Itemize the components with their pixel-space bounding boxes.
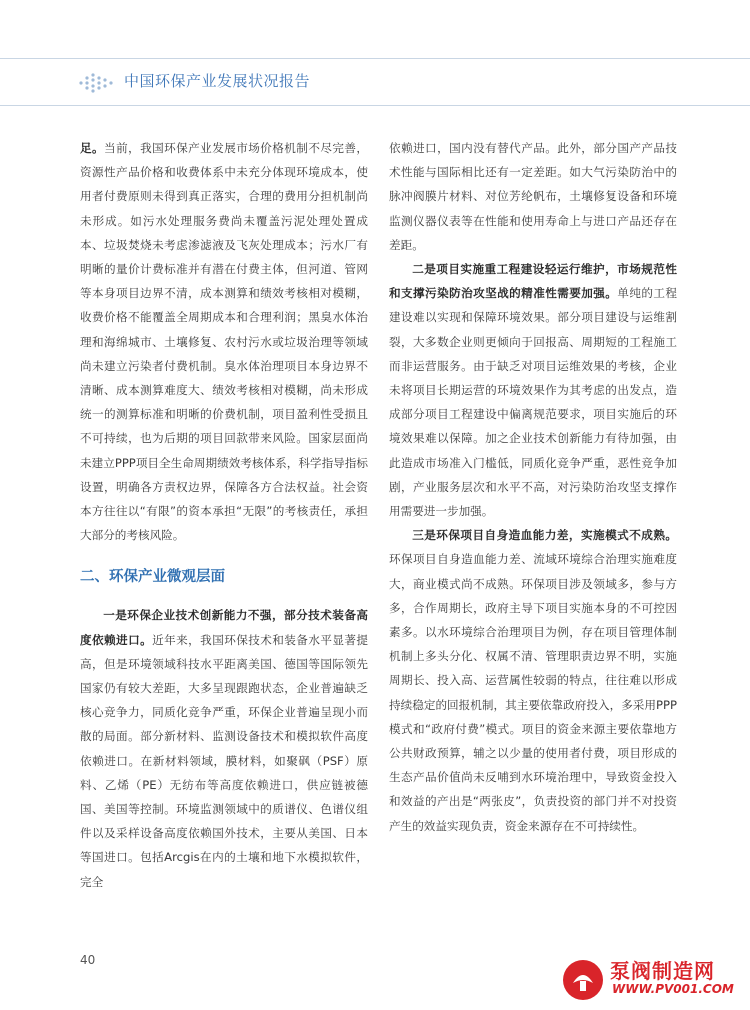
site-watermark bbox=[560, 955, 745, 1005]
paragraph-text: 近年来，我国环保技术和装备水平显著提高，但是环境领域科技水平距离美国、德国等国际领先国家仍有较大差距，大多呈现跟跑状态，企业普遍缺乏核心竞争力，同质化竞争严重，环保企业普遍呈现小而散的局面。部分新材料、监测设备技术和模拟软件高度依赖进口。在新材料领域，膜材料，如聚砜（PSF）原料、乙烯（PE）无纺布等高度依赖进口，供应链被德国、美国等控制。环境监测领域中的质谱仪、色谱仪组件以及采样设备高度依赖国外技术，主要从美国、日本等国进口。包括Arcgis在内的土壤和地下水模拟软件，完全 bbox=[80, 632, 368, 889]
paragraph-text: 当前，我国环保产业发展市场价格机制不尽完善，资源性产品价格和收费体系中未充分体现环境成本，使用者付费原则未得到真正落实，合理的费用分担机制尚未形成。如污水处理服务费尚未覆盖污泥处理处置成本、垃圾焚烧未考虑渗滤液及飞灰处理成本；污水厂有明晰的量价计费标准并有潜在付费主体，但河道、管网等本身项目边界不清，成本测算和绩效考核相对模糊，收费价格不能覆盖全周期成本和合理利润；黑臭水体治理和海绵城市、土壤修复、农村污水或垃圾治理等领域尚未建立污染者付费机制。臭水体治理项目本身边界不清晰、成本测算难度大、绩效考核相对模糊，尚未形成统一的测算标准和明晰的价费机制，项目盈利性受损且不可持续，也为后期的项目回款带来风险。国家层面尚未建立PPP项目全生命周期绩效考核体系，科学指导指标设置，明确各方责权边界，保障各方合法权益。社会资本方往往以“有限”的资本承担“无限”的考核责任，承担大部分的考核风险。 bbox=[80, 141, 368, 543]
page-number: 40 bbox=[80, 953, 96, 967]
section-heading: 二、环保产业微观层面 bbox=[80, 569, 225, 586]
watermark-site-name: 泵阀制造网 bbox=[610, 959, 715, 983]
watermark-logo-icon bbox=[560, 957, 606, 1003]
section-paragraph bbox=[80, 603, 368, 893]
paragraph-lead: 一是环保企业技术创新能力不强，部分技术装备高度依赖进口。 bbox=[80, 608, 368, 647]
left-paragraph bbox=[80, 136, 368, 547]
paragraph-text: 单纯的工程建设难以实现和保障环境效果。部分项目建设与运维割裂，大多数企业则更倾向于回报高、周期短的工程施工而非运营服务。由于缺乏对项目运维效果的考核，企业未将项目长期运营的环境效果作为其考虑的出发点，造成部分项目工程建设中偏离规范要求，项目实施后的环境效果难以保障。加之企业技术创新能力有待加强，由此造成市场准入门槛低，同质化竞争严重，恶性竞争加剧，产业服务层次和水平不高，对污染防治攻坚支撑作用需要进一步加强。 bbox=[389, 286, 677, 519]
right-paragraph-2 bbox=[389, 257, 677, 523]
right-column bbox=[389, 136, 677, 838]
page-header bbox=[0, 58, 750, 106]
paragraph-text: 依赖进口，国内没有替代产品。此外，部分国产产品技术性能与国际相比还有一定差距。如大气污染防治中的脉冲阀膜片材料、对位芳纶帆布，土壤修复设备和环境监测仪器仪表等在性能和使用寿命上与进口产品还存在差距。 bbox=[389, 141, 677, 252]
left-column bbox=[80, 136, 368, 894]
dot-grid-logo-icon bbox=[78, 72, 118, 94]
paragraph-lead: 二是项目实施重工程建设轻运行维护，市场规范性和支撑污染防治攻坚战的精准性需要加强。 bbox=[389, 262, 677, 301]
right-paragraph-3 bbox=[389, 523, 677, 838]
paragraph-text: 环保项目自身造血能力差、流域环境综合治理实施难度大，商业模式尚不成熟。环保项目涉及领域多，参与方多，合作周期长，政府主导下项目实施本身的不可控因素多。以水环境综合治理项目为例，存在项目管理体制机制上多头分化、权属不清、管理职责边界不明，实施周期长、投入高、运营属性较弱的特点，往往难以形成持续稳定的回报机制，其主要依靠政府投入，多采用PPP模式和“政府付费”模式。项目的资金来源主要依靠地方公共财政预算，辅之以少量的使用者付费，项目形成的生态产品价值尚未反哺到水环境治理中，导致资金投入和效益的产出是“两张皮”，负责投资的部门并不对投资产生的效益实现负责，资金来源存在不可持续性。 bbox=[389, 552, 677, 833]
report-title: 中国环保产业发展状况报告 bbox=[124, 72, 311, 90]
right-paragraph-1 bbox=[389, 136, 677, 257]
watermark-url: WWW.PV001.COM bbox=[612, 982, 734, 996]
paragraph-lead: 三是环保项目自身造血能力差，实施模式不成熟。 bbox=[412, 528, 677, 543]
paragraph-lead: 足。 bbox=[80, 141, 105, 155]
